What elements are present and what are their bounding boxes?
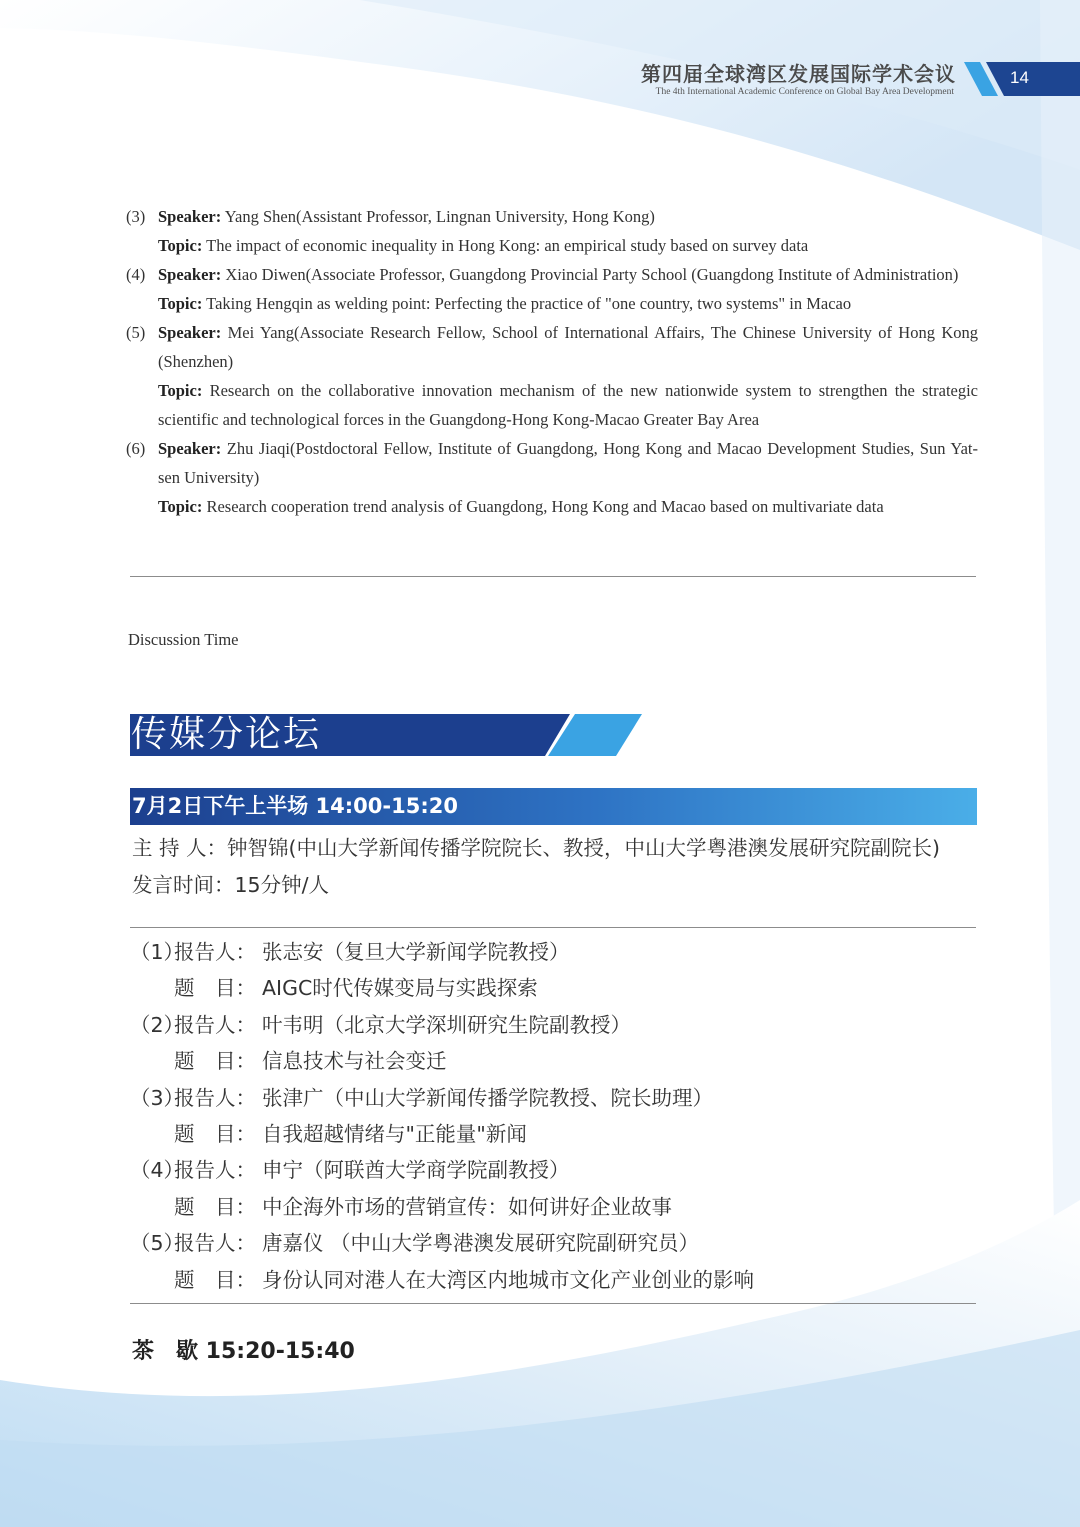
topic-row [130,970,980,1006]
list-item [126,434,978,521]
item-number: (6) [126,439,146,458]
speaker-text: 唐嘉仪 （中山大学粤港澳发展研究院副研究员） [262,1231,700,1256]
topic-text: The impact of economic inequality in Hong Kong: an empirical study based on survey data [206,236,809,255]
speaker-label: Speaker: [158,207,222,226]
divider [130,1303,976,1304]
divider [130,576,976,577]
speaker-row [130,1152,980,1188]
host-line [132,831,940,861]
topic-row [130,1116,980,1152]
topic-line [158,492,978,521]
speaker-text: 申宁（阿联酋大学商学院副教授） [262,1158,570,1183]
topic-label: Topic: [158,381,203,400]
speaker-line [158,318,978,376]
conference-title-cn: 第四届全球湾区发展国际学术会议 [641,62,956,86]
item-number: （1） [130,940,185,964]
speaker-line [158,202,978,231]
topic-row [130,1189,980,1225]
speaker-row [130,934,980,970]
speaker-row [130,1225,980,1261]
topic-row [130,1043,980,1079]
topic-line [158,289,978,318]
topic-label: 题 目： [174,976,256,1001]
list-item [126,260,978,318]
page-number: 14 [1010,68,1029,87]
topic-label: 题 目： [174,1267,256,1292]
item-number: （2） [130,1012,185,1037]
speaker-label: 报告人： [174,940,256,964]
topic-text: Research on the collaborative innovation mechanism of the new nationwide system to strengthen the strategic scientific and technological forces in the Guangdong-Hong Kong-Macao Greater Bay Area [158,381,979,429]
speaker-text: 张志安（复旦大学新闻学院教授） [262,940,570,964]
speech-time-line [132,868,329,898]
topic-text: 自我超越情绪与"正能量"新闻 [262,1121,527,1146]
speaker-label: 报告人： [174,1012,256,1037]
chinese-speaker-list [130,934,980,1298]
topic-text: 信息技术与社会变迁 [262,1049,447,1074]
tea-break: 茶 歇 15:20-15:40 [132,1339,355,1364]
topic-row [130,1262,980,1298]
topic-text: Research cooperation trend analysis of Guangdong, Hong Kong and Macao based on multivariate data [206,497,884,516]
item-number: （4） [130,1158,185,1183]
speaker-line [158,434,978,492]
item-number: (5) [126,323,146,342]
topic-label: 题 目： [174,1121,256,1146]
speaker-text: 叶韦明（北京大学深圳研究生院副教授） [262,1012,631,1037]
speaker-text: 张津广（中山大学新闻传播学院教授、院长助理） [262,1085,713,1110]
speaker-label: 报告人： [174,1158,256,1183]
time-text: 15分钟/人 [234,873,329,897]
speaker-row [130,1080,980,1116]
speaker-label: 报告人： [174,1231,256,1256]
session-title: 7月2日下午上半场 14:00-15:20 [132,794,458,818]
host-text: 钟智锦(中山大学新闻传播学院院长、教授，中山大学粤港澳发展研究院副院长) [227,836,941,860]
speaker-label: 报告人： [174,1085,256,1110]
speaker-row [130,1007,980,1043]
english-speaker-list [126,202,978,521]
topic-text: Taking Hengqin as welding point: Perfecting the practice of "one country, two systems" in Macao [206,294,852,313]
speaker-line [158,260,978,289]
speaker-label: Speaker: [158,265,222,284]
list-item [126,318,978,434]
speaker-text: Mei Yang(Associate Research Fellow, School of International Affairs, The Chinese University of Hong Kong (Shenzhen) [158,323,978,371]
topic-label: Topic: [158,497,203,516]
item-number: (4) [126,265,146,284]
speaker-label: Speaker: [158,323,222,342]
item-number: (3) [126,207,146,226]
topic-line [158,376,978,434]
speaker-label: Speaker: [158,439,222,458]
speaker-text: Xiao Diwen(Associate Professor, Guangdong Provincial Party School (Guangdong Institute of Administration) [225,265,959,284]
item-number: （3） [130,1085,185,1110]
topic-text: 身份认同对港人在大湾区内地城市文化产业创业的影响 [262,1267,754,1292]
discussion-time: Discussion Time [128,630,239,649]
topic-text: 中企海外市场的营销宣传：如何讲好企业故事 [262,1194,672,1219]
forum-title: 传媒分论坛 [131,714,322,755]
list-item [126,202,978,260]
divider [130,927,976,928]
topic-label: 题 目： [174,1194,256,1219]
time-label: 发言时间： [132,873,235,897]
topic-text: AIGC时代传媒变局与实践探索 [262,976,538,1001]
topic-label: Topic: [158,236,203,255]
speaker-text: Yang Shen(Assistant Professor, Lingnan University, Hong Kong) [224,207,655,226]
topic-label: Topic: [158,294,203,313]
item-number: （5） [130,1231,185,1256]
conference-title-en: The 4th International Academic Conference on Global Bay Area Development [655,87,954,97]
host-label: 主 持 人： [132,836,228,860]
topic-line [158,231,978,260]
topic-label: 题 目： [174,1049,256,1074]
speaker-text: Zhu Jiaqi(Postdoctoral Fellow, Institute of Guangdong, Hong Kong and Macao Development Studies, Sun Yat-sen University) [158,439,979,487]
